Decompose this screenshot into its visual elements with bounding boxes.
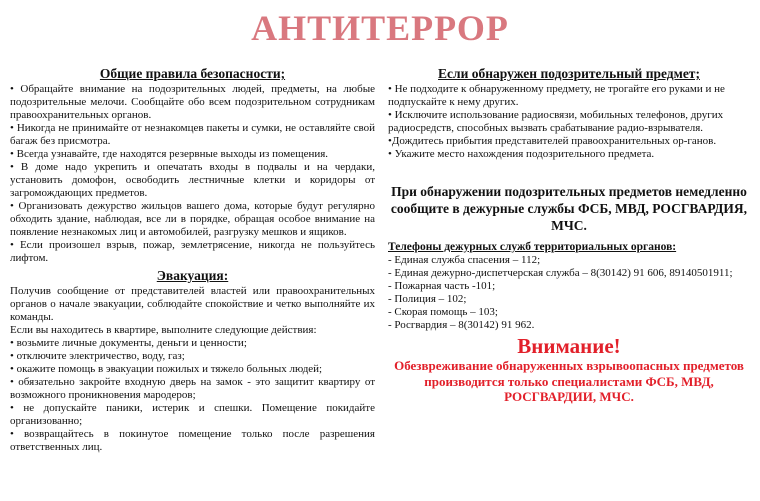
evacuation-item: • окажите помощь в эвакуации пожилых и тяжело больных людей; xyxy=(10,363,323,375)
poster-title: АНТИТЕРРОР xyxy=(251,8,509,48)
call-to-action: При обнаружении подозрительных предметов немедленно сообщите в дежурные службы ФСБ, МВД, РОСГВАРДИЯ, МЧС. xyxy=(390,184,748,233)
warning-title: Внимание! xyxy=(517,334,621,358)
warning-text: Обезвреживание обнаруженных взрывоопасных предметов производится только специалистами ФСБ, МВД, РОСГВАРДИИ, МЧС. xyxy=(394,358,744,404)
suspicious-item: • Укажите место нахождения подозрительного предмета. xyxy=(388,148,655,160)
rules-item: • Если произошел взрыв, пожар, землетрясение, никогда не пользуйтесь лифтом. xyxy=(10,239,375,264)
phone-item: - Единая служба спасения – 112; xyxy=(388,254,541,266)
phone-item: - Полиция – 102; xyxy=(388,293,467,305)
rules-item: • Никогда не принимайте от незнакомцев пакеты и сумки, не оставляйте свой багаж без присмотра. xyxy=(10,122,375,147)
suspicious-heading: Если обнаружен подозрительный предмет; xyxy=(438,66,700,81)
evacuation-lead: Если вы находитесь в квартире, выполните следующие действия: xyxy=(10,324,317,336)
evacuation-intro: Получив сообщение от представителей властей или правоохранительных органов о начале эвакуации, соблюдайте спокойствие и четко выполняйте их команды. xyxy=(10,285,375,323)
rules-heading: Общие правила безопасности; xyxy=(99,66,286,81)
phone-item: - Скорая помощь – 103; xyxy=(388,306,498,318)
suspicious-item: • Исключите использование радиосвязи, мобильных телефонов, других радиосредств, способных вызвать срабатывание радио-взрывателя. xyxy=(388,109,724,134)
left-column xyxy=(10,66,375,454)
rules-item: • Организовать дежурство жильцов вашего дома, которые будут регулярно обходить здание, наблюдая, все ли в порядке, обращая особое внимание на появление незнакомых лиц и автомобилей, разгрузку мешков и ящиков. xyxy=(10,200,375,238)
suspicious-item: •Дождитесь прибытия представителей правоохранительных ор-ганов. xyxy=(388,135,717,147)
rules-item: • Обращайте внимание на подозрительных людей, предметы, на любые подозрительные мелочи. Сообщайте обо всем подозрительном сотрудникам правоохранительных органов. xyxy=(10,83,375,121)
phone-item: - Пожарная часть -101; xyxy=(388,280,496,292)
phone-item: - Единая дежурно-диспетчерская служба – 8(30142) 91 606, 89140501911; xyxy=(388,267,733,279)
phone-item: - Росгвардия – 8(30142) 91 962. xyxy=(388,319,535,331)
evacuation-heading: Эвакуация: xyxy=(156,268,229,283)
evacuation-item: • возьмите личные документы, деньги и ценности; xyxy=(10,337,247,349)
evacuation-item: • отключите электричество, воду, газ; xyxy=(10,350,185,362)
rules-item: • Всегда узнавайте, где находятся резервные выходы из помещения. xyxy=(10,148,329,160)
suspicious-item: • Не подходите к обнаруженному предмету, не трогайте его руками и не подпускайте к нему других. xyxy=(388,83,725,108)
right-column xyxy=(388,66,750,405)
rules-item: • В доме надо укрепить и опечатать входы в подвалы и на чердаки, установить домофон, освободить лестничные клетки и коридоры от загромождающих предметов. xyxy=(10,161,375,199)
evacuation-item: • возвращайтесь в покинутое помещение только после разрешения ответственных лиц. xyxy=(10,428,375,453)
evacuation-item: • обязательно закройте входную дверь на замок - это защитит квартиру от возможного проникновения мародеров; xyxy=(10,376,375,401)
evacuation-item: • не допускайте паники, истерик и спешки. Помещение покидайте организованно; xyxy=(10,402,375,427)
phones-heading: Телефоны дежурных служб территориальных органов: xyxy=(388,241,677,253)
